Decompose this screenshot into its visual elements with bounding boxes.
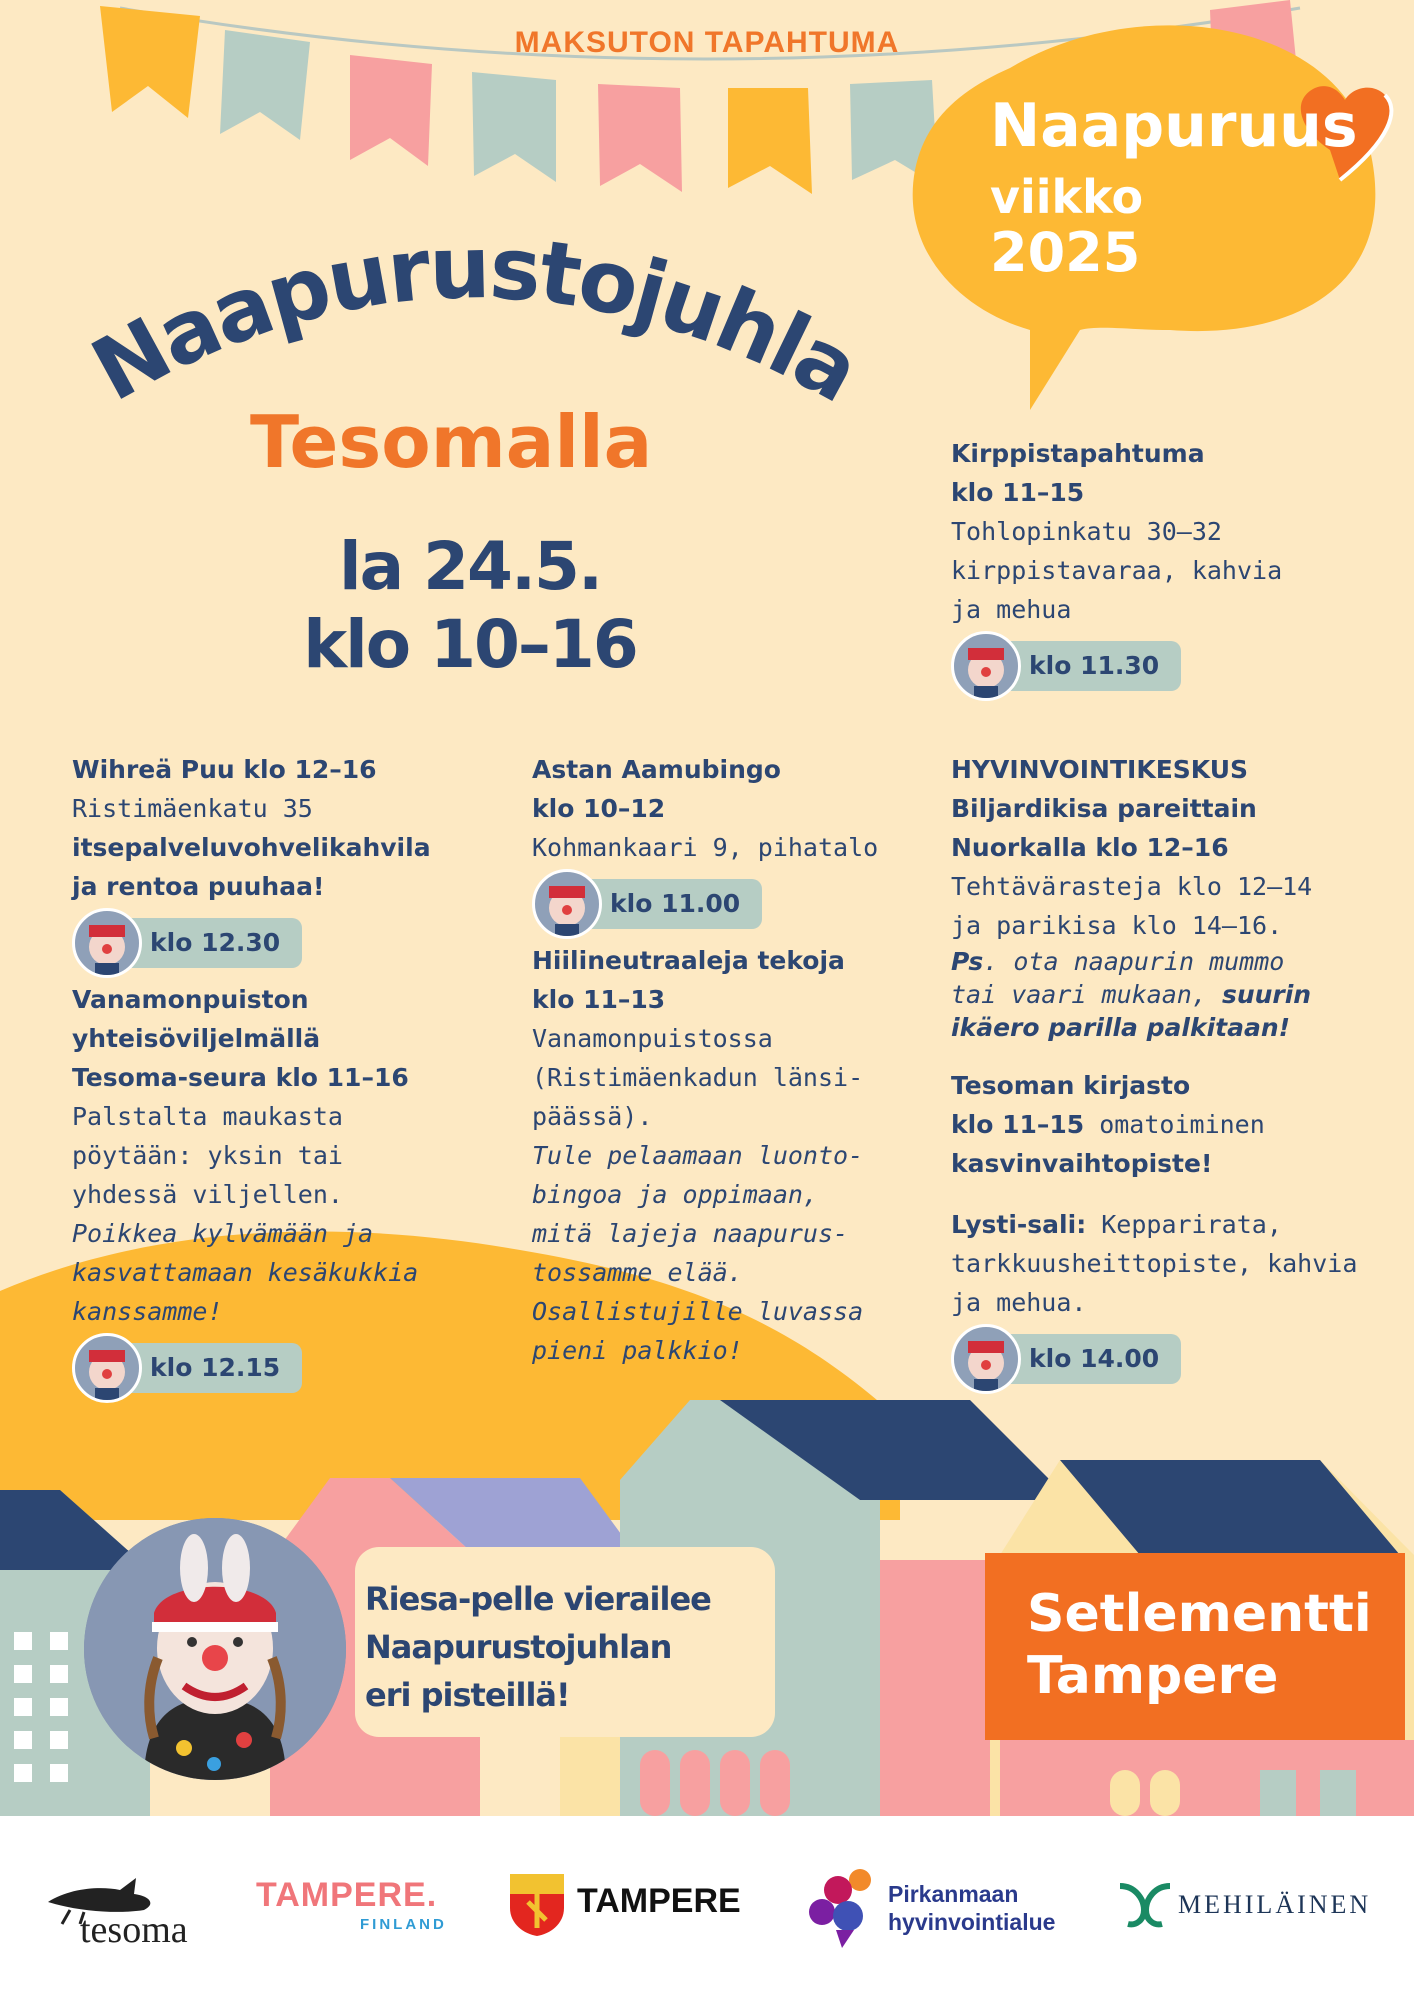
- column-left: [72, 750, 431, 1405]
- clown-time-badge: [72, 908, 431, 978]
- kirppis-address: Tohlopinkatu 30–32: [951, 517, 1222, 546]
- wihrea-desc: itsepalveluvohvelikahvila: [72, 833, 431, 862]
- hiili-italic: mitä lajeja naapurus-: [532, 1219, 849, 1248]
- hiili-italic: Tule pelaamaan luonto-: [532, 1141, 864, 1170]
- kirppis-name: Kirppistapahtuma: [951, 439, 1205, 468]
- clown-time-badge: [951, 1324, 1357, 1394]
- kirjasto-title: Tesoman kirjasto: [951, 1071, 1191, 1100]
- lysti-title: Lysti-sali:: [951, 1210, 1087, 1239]
- asta-time: klo 10–12: [532, 794, 666, 823]
- ps-rest: . ota naapurin mummo: [983, 947, 1285, 976]
- hiili-time: klo 11–13: [532, 985, 666, 1014]
- kirppis-block: [951, 434, 1282, 703]
- wihrea-desc: ja rentoa puuhaa!: [72, 872, 325, 901]
- event-time: klo 10–16: [303, 605, 637, 683]
- clown-avatar: [72, 1333, 142, 1403]
- tampere-crest-icon: [508, 1872, 566, 1942]
- lysti-desc: tarkkuusheittopiste, kahvia: [951, 1249, 1358, 1278]
- hyvinvointi-desc: Tehtävärasteja klo 12–14: [951, 872, 1313, 901]
- riesa-line: Riesa-pelle vierailee: [365, 1580, 711, 1618]
- clown-avatar: [951, 631, 1021, 701]
- bubble-line2: viikko: [990, 170, 1144, 224]
- mehilainen-wordmark: MEHILÄINEN: [1178, 1890, 1372, 1919]
- vanamo-title: yhteisöviljelmällä: [72, 1024, 321, 1053]
- pirkanmaa-logo-icon: [808, 1868, 886, 1954]
- lysti-desc: Kepparirata,: [1086, 1210, 1282, 1239]
- hiili-desc: päässä).: [532, 1102, 653, 1131]
- pirkanmaa-line: hyvinvointialue: [888, 1909, 1056, 1935]
- tampere-finland-sub: FINLAND: [360, 1916, 447, 1933]
- bubble-text: [990, 91, 1358, 284]
- bunting-flag: [472, 72, 556, 182]
- event-datetime: [250, 528, 690, 684]
- asta-title: Astan Aamubingo: [532, 755, 781, 784]
- kirjasto-time-line: [951, 1105, 1357, 1144]
- italic-bold: suurin: [1221, 980, 1312, 1009]
- ps-bold: Ps: [951, 947, 984, 976]
- lysti-desc: ja mehua.: [951, 1288, 1087, 1317]
- vanamo-italic: kasvattamaan kesäkukkia: [72, 1258, 419, 1287]
- hyvinvointi-title: HYVINVOINTIKESKUS: [951, 755, 1249, 784]
- hyvinvointi-title: Nuorkalla klo 12–16: [951, 833, 1229, 862]
- vanamo-desc: Palstalta maukasta: [72, 1102, 343, 1131]
- bubble-line1: Naapuruus: [990, 91, 1358, 161]
- vanamo-italic: kanssamme!: [72, 1297, 223, 1326]
- hyvinvointi-ps: [951, 945, 1357, 978]
- pirkanmaa-text: [888, 1880, 1055, 1936]
- clown-time-badge: [532, 869, 878, 939]
- kirppis-time: klo 11–15: [951, 478, 1085, 507]
- clown-photo: [84, 1518, 346, 1780]
- kirjasto-time: klo 11–15: [951, 1110, 1085, 1139]
- riesa-line: eri pisteillä!: [365, 1676, 570, 1714]
- bunting-flag: [598, 84, 682, 192]
- kirppis-desc: ja mehua: [951, 595, 1072, 624]
- badge-time: klo 12.30: [108, 918, 302, 968]
- event-date: la 24.5.: [338, 528, 602, 605]
- badge-time: klo 12.15: [108, 1343, 302, 1393]
- kirppis-desc: kirppistavaraa, kahvia: [951, 556, 1283, 585]
- tesoma-logo: [40, 1852, 220, 1957]
- bunting-flag: [350, 55, 432, 166]
- bunting-flag: [728, 88, 812, 194]
- hiili-italic: pieni palkkio!: [532, 1336, 743, 1365]
- column-middle: [532, 750, 878, 1370]
- vanamo-title: Tesoma-seura klo 11–16: [72, 1063, 409, 1092]
- hiili-title: Hiilineutraaleja tekoja: [532, 946, 845, 975]
- tampere-finland-logo: TAMPERE.: [256, 1876, 438, 1914]
- riesa-text: [365, 1575, 711, 1719]
- clown-avatar: [532, 869, 602, 939]
- vanamo-desc: yhdessä viljellen.: [72, 1180, 343, 1209]
- hyvinvointi-italic: ikäero parilla palkitaan!: [951, 1013, 1291, 1042]
- main-title: Naapurustojuhla: [76, 218, 874, 422]
- vanamo-desc: pöytään: yksin tai: [72, 1141, 343, 1170]
- bunting-flag: [100, 6, 200, 118]
- pirkanmaa-line: Pirkanmaan: [888, 1881, 1019, 1907]
- kirjasto-desc: omatoiminen: [1084, 1110, 1265, 1139]
- clown-avatar: [951, 1324, 1021, 1394]
- mehilainen-logo-icon: [1116, 1880, 1174, 1934]
- hiili-italic: tossamme elää.: [532, 1258, 743, 1287]
- hyvinvointi-italic: [951, 978, 1357, 1011]
- hiili-italic: Osallistujille luvassa: [532, 1297, 864, 1326]
- badge-time: klo 11.30: [987, 641, 1181, 691]
- tampere-wordmark: TAMPERE: [577, 1882, 741, 1920]
- organizer-line: Tampere: [1027, 1646, 1279, 1706]
- wihrea-title: Wihreä Puu klo 12–16: [72, 755, 377, 784]
- bubble-line3: 2025: [990, 221, 1141, 284]
- column-right: [951, 750, 1357, 1396]
- riesa-line: Naapurustojuhlan: [365, 1628, 672, 1666]
- kirjasto-desc-bold: kasvinvaihtopiste!: [951, 1149, 1213, 1178]
- wihrea-address: Ristimäenkatu 35: [72, 794, 313, 823]
- tesoma-wordmark: tesoma: [80, 1909, 188, 1951]
- hyvinvointi-desc: ja parikisa klo 14–16.: [951, 911, 1283, 940]
- asta-address: Kohmankaari 9, pihatalo: [532, 833, 879, 862]
- organizer-line: Setlementti: [1027, 1584, 1372, 1644]
- free-event-label: MAKSUTON TAPAHTUMA: [514, 26, 900, 59]
- sub-title: Tesomalla: [250, 400, 653, 484]
- italic-part: tai vaari mukaan,: [951, 980, 1222, 1009]
- vanamo-italic: Poikkea kylvämään ja: [72, 1219, 374, 1248]
- organizer-box: [985, 1553, 1405, 1740]
- vanamo-title: Vanamonpuiston: [72, 985, 309, 1014]
- badge-time: klo 11.00: [568, 879, 762, 929]
- hiili-desc: (Ristimäenkadun länsi-: [532, 1063, 864, 1092]
- clown-time-badge: [951, 631, 1282, 701]
- clown-avatar: [72, 908, 142, 978]
- clown-time-badge: [72, 1333, 431, 1403]
- hiili-italic: bingoa ja oppimaan,: [532, 1180, 818, 1209]
- hyvinvointi-title: Biljardikisa pareittain: [951, 794, 1257, 823]
- badge-time: klo 14.00: [987, 1334, 1181, 1384]
- hiili-desc: Vanamonpuistossa: [532, 1024, 773, 1053]
- lysti-line: [951, 1205, 1357, 1244]
